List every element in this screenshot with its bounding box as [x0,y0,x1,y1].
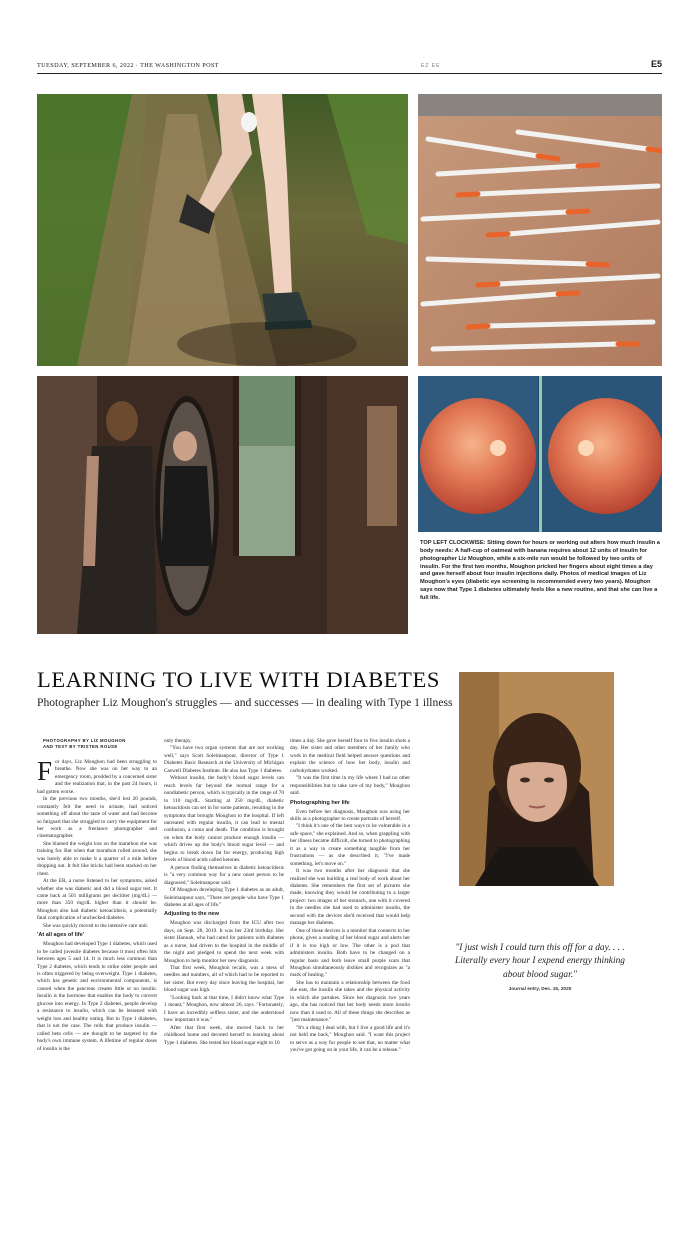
runner-photo [37,94,408,366]
portrait-photo [459,672,614,886]
paragraph: Moughon had developed Type 1 diabetes, which used to be called juvenile diabetes because it most often hits between ages 5 and 14. It is much less common than Type 2 diabetes, which tends to strike older people and is often triggered by being overweight. Type 1 diabetes, which has genetic and environmental components, is caused when the pancreas creates little or no insulin. Insulin is the hormone that enables the body to convert glucose into energy. In Type 2 diabetes, people develop a resistance to insulin, which can be lessened with weight loss and healthy eating. But in Type 1 diabetes, that is not the case. The cells that produce insulin — called beta cells — are thought to be targeted by the body's own immune system. A lifetime of regular doses of insulin is the [37,941,157,1052]
headline: LEARNING TO LIVE WITH DIABETES [37,667,440,692]
paragraph: At the ER, a nurse listened to her symptoms, asked whether she was diabetic and did a blood sugar test. It came back at 501 milligrams per deciliter (mg/dL) — more than 350 mg/dL higher than it should be. Moughon also had diabetic ketoacidosis, a potentially fatal complication of unchecked diabetes. [37,878,157,922]
paragraph: Without insulin, the body's blood sugar levels can reach levels far beyond the normal range for a nondiabetic person, which is typically in the range of 70 to 110 mg/dL. Starting at 250 mg/dL, diabetic ketoacidosis can set in for some patients, resulting in the symptoms that brought Moughon to the hospital. If left untreated with regular insulin, it can lead to mental confusion, a coma and death. The condition is brought on when the body cannot produce enough insulin — which drives up the body's blood sugar level — and begins to break down fat for energy, producing high levels of blood acids called ketones. [164,775,284,864]
retina-photo [418,376,662,532]
paragraph: It was two months after her diagnosis that she realized she was building a real body of work about her diabetes. She remembers the first set of pictures she made, knowing they would be contributing to a larger project: two images of her stomach, one with it covered in the needles she had used to administer insulin, the second with the devices she'd received that would help manage her diabetes. [290,868,410,927]
paragraph: After that first week, she moved back to her childhood home and devoted herself to learning about Type 1 diabetes. She tested her blood sugar eight to 10 [164,1024,284,1046]
paragraph: "I think it's one of the best ways to be vulnerable in a safe space," she explained. And so, when grappling with her illness became difficult, she turned to photographing it as a way to create something tangible from her frustrations — as she described it, "I've made something, let's move on." [290,823,410,867]
paragraph: She was quickly moved to the intensive care unit. [43,922,149,929]
pull-quote-text: "I just wish I could turn this off for a day. . . . Literally every hour I expend energy thinking about blood sugar." [455,943,625,980]
byline [43,738,157,751]
paragraph: She blamed the weight loss on the marathon she was training for. But when that marathon rolled around, she was barely able to make it a quarter of a mile before dropping out. It felt like bricks had been stacked on her chest. [37,840,157,877]
paragraph: She has to maintain a relationship between the food she eats, the insulin she takes and the physical activity in which she partakes. Since her diagnosis two years ago, she has noticed that her body needs more insulin now than it used to. All of these things she describes as "just maintenance." [290,979,410,1024]
paragraph: Of Moughon developing Type 1 diabetes as an adult, Soleimanpour says, "There are people who have Type 1 diabetes at all ages of life." [164,887,284,908]
dateline: TUESDAY, SEPTEMBER 6, 2022 · THE WASHINGTON POST [37,62,219,69]
paragraph: "You have two organ systems that are not working well," says Scott Soleimanpour, director of Type 1 Diabetes Basic Research at the University of Michigan Caswell Diabetes Institute. He also has Type 1 diabetes. [164,745,284,774]
paragraph: A person finding themselves in diabetic ketoacidosis is "a very common way for a new onset person to be diagnosed," Soleimanpour said. [164,864,284,886]
byline-photography: PHOTOGRAPHY BY LIZ MOUGHON [43,738,126,743]
paragraph: times a day. She gave herself four to five insulin shots a day. Her sister and other members of her family who work in the medical field helped answer questions and explain the science of how her body, insulin and carbohydrates worked. [290,738,410,774]
paragraph: One of those devices is a monitor that connects to her phone, gives a reading of her blood sugar and alerts her if it is too high or low. The other is a pod that administers insulin. Both have to be changed on a regular basis and both leave small purple scars that Moughon simultaneously dislikes and recognizes as "a mark of healing." [290,927,410,979]
mirror-photo [37,376,408,634]
paragraph: "It's a thing I deal with, but I live a good life and it's not held me back," Moughon said. "I want this project to serve as a way for people to see that, no matter what you've got going on in your life, it can be a release." [290,1024,410,1053]
lead-paragraph-text: or days, Liz Moughon had been struggling to breathe. Now she was on her way to an emergency room, prodded by a concerned sister and the realization that, in the past 24 hours, it had gotten worse. [37,758,157,795]
syringes-photo [418,94,662,366]
drop-cap: F [37,755,53,786]
subhead: Photographing her life [290,799,350,806]
paragraph: Even before her diagnosis, Moughon was using her skills as a photographer to create portraits of herself. [290,808,410,822]
edition-marks: EZ EE [421,63,441,69]
page-number: E5 [650,59,662,69]
paragraph: In the previous two months, she'd lost 20 pounds, constantly felt the need to urinate, had noticed something off about the taste of water and had become so fatigued that she struggled to carry the equipment for her work as a freelance photographer and cinematographer. [37,796,157,840]
article-column-3 [290,738,410,1054]
paragraph: That first week, Moughon recalls, was a mess of needles and numbers, all of which had to be reported to her sister. But every day since leaving the hospital, her blood sugar was high. [164,965,284,994]
subhead: Adjusting to the new [164,911,220,918]
photo-caption: TOP LEFT CLOCKWISE: Sitting down for hours or working out alters how much insulin a body needs: A half-cup of oatmeal with banana requires about 12 units of insulin for photographer Liz Moughon, while a six-mile run would be followed by two units of insulin. For the first two months, Moughon pricked her fingers about eight times a day and gave herself about four insulin injections daily. Photos of medical images of Liz Moughon's eyes (diabetic eye screening is recommended every two years). Moughon says now that Type 1 diabetes ultimately feels like a new routine, and that she can live a full life. [420,540,660,602]
paragraph: only therapy. [164,738,192,744]
paragraph: "Looking back at that time, I didn't know what Type 1 meant," Moughon, now almost 26, says. "Fortunately, I have an incredibly selfless sister, and she understood how important it was." [164,994,284,1024]
lead-paragraph [37,755,157,796]
deck: Photographer Liz Moughon's struggles — and successes — in dealing with Type 1 illness [37,696,453,709]
article-column-2 [164,738,284,1047]
paragraph: "It was the first time in my life where I had no other responsibilities but to take care of my body," Moughon said. [290,775,410,797]
page-header [37,60,662,74]
pull-quote-source: Journal entry, Dec. 15, 2020 [508,987,572,993]
pull-quote [455,942,625,992]
subhead: 'At all ages of life' [37,932,85,939]
paragraph: Moughon was discharged from the ICU after two days, on Sept. 28, 2019. It was her 23rd birthday. Her sister Hannah, who had cared for patients with diabetes as a nurse, had driven to the hospital in the middle of the night and pledged to spend the next week with Moughon to help monitor her new diagnosis. [164,920,284,964]
byline-text: AND TEXT BY TRISTEN ROUSE [43,744,118,750]
article-column-1 [37,738,157,1053]
